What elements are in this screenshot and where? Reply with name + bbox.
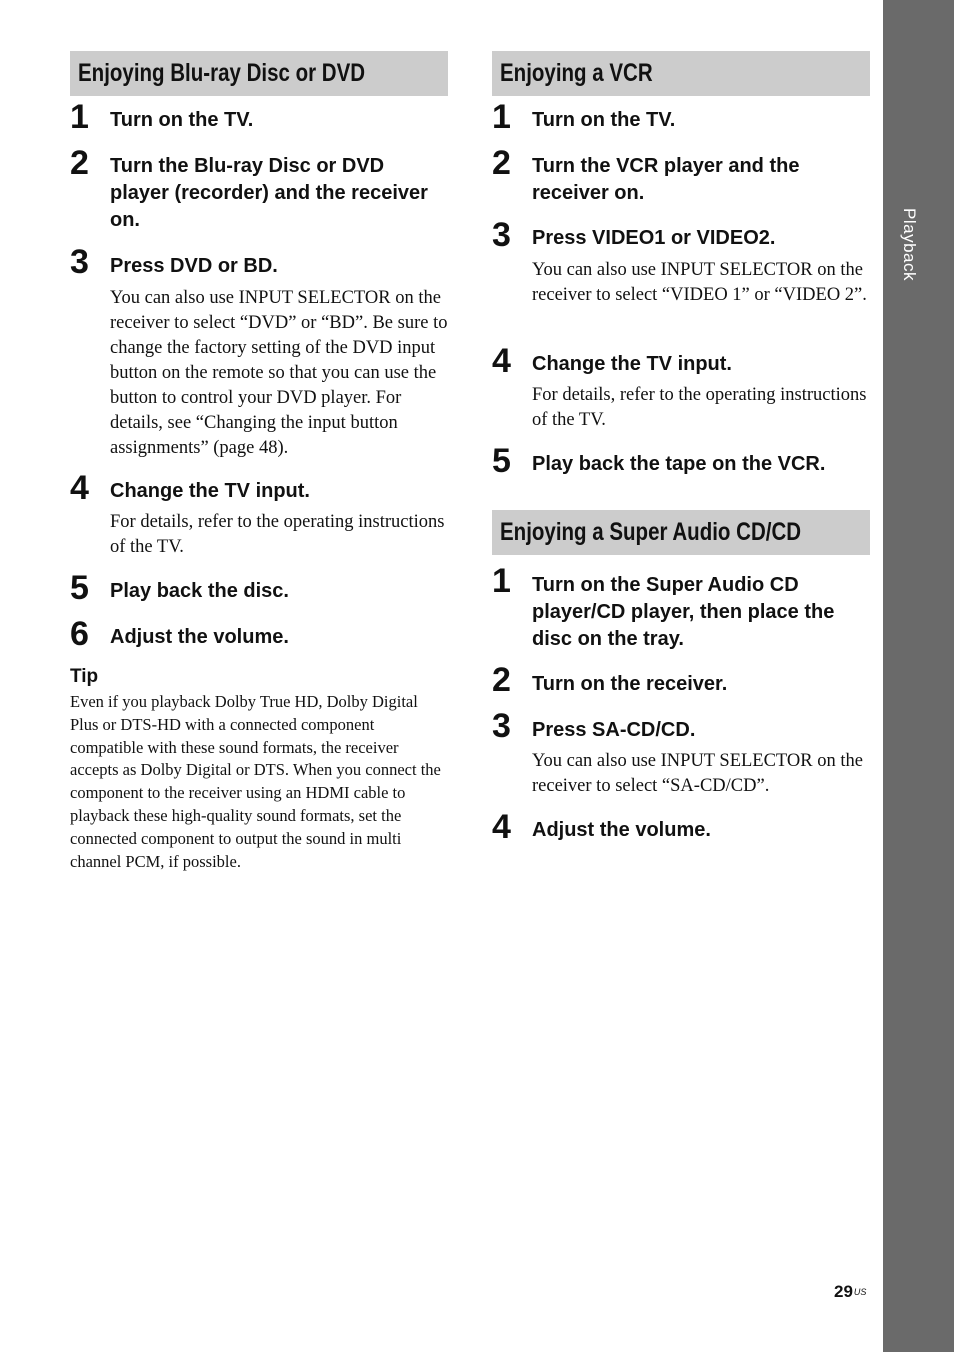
step-body: For details, refer to the operating instructions of the TV. [110, 512, 445, 557]
section-heading-bluray-dvd: Enjoying Blu-ray Disc or DVD [70, 51, 448, 96]
step-title: Turn on the receiver. [532, 673, 728, 695]
step-number: 1 [70, 98, 89, 136]
step-number: 6 [70, 615, 89, 653]
step-title: Turn on the TV. [110, 109, 254, 131]
side-tab [883, 0, 954, 1352]
step-title: Play back the tape on the VCR. [532, 453, 826, 475]
section-heading-super-audio-cd: Enjoying a Super Audio CD/CD [492, 510, 870, 555]
step-number: 4 [492, 808, 511, 846]
step-title: Press DVD or BD. [110, 255, 278, 277]
step-number: 3 [70, 243, 89, 281]
step-title: Press VIDEO1 or VIDEO2. [532, 227, 776, 249]
page-number [834, 1282, 866, 1302]
section-heading-vcr: Enjoying a VCR [492, 51, 870, 96]
step-title: Adjust the volume. [532, 819, 711, 841]
step-number: 4 [492, 342, 511, 380]
step-title: Turn on the Super Audio CD player/CD player, then place the disc on the tray. [532, 574, 835, 650]
step-body: For details, refer to the operating instructions of the TV. [532, 385, 867, 430]
tip-body: Even if you playback Dolby True HD, Dolby Digital Plus or DTS-HD with a connected component compatible with these sound formats, the receiver accepts as Dolby Digital or DTS. When you connect the component to the receiver using an HDMI cable to playback these high-quality sound formats, set the connected component to output the sound in multi channel PCM, if possible. [70, 692, 441, 871]
step-body: You can also use INPUT SELECTOR on the receiver to select “SA-CD/CD”. [532, 751, 863, 796]
step-title: Play back the disc. [110, 580, 289, 602]
step-number: 2 [70, 144, 89, 182]
side-tab-label: Playback [900, 208, 919, 281]
step-number: 1 [492, 98, 511, 136]
step-number: 2 [492, 661, 511, 699]
step-title: Adjust the volume. [110, 626, 289, 648]
step-number: 5 [70, 569, 89, 607]
step-title: Turn the VCR player and the receiver on. [532, 155, 800, 204]
step-title: Change the TV input. [110, 480, 310, 502]
page-number-value: 29 [834, 1282, 853, 1301]
step-body: You can also use INPUT SELECTOR on the receiver to select “VIDEO 1” or “VIDEO 2”. [532, 260, 867, 305]
step-number: 1 [492, 562, 511, 600]
step-number: 3 [492, 216, 511, 254]
step-title: Turn on the TV. [532, 109, 676, 131]
step-title: Turn the Blu-ray Disc or DVD player (recorder) and the receiver on. [110, 155, 428, 231]
step-title: Change the TV input. [532, 353, 732, 375]
step-number: 5 [492, 442, 511, 480]
step-body: You can also use INPUT SELECTOR on the receiver to select “DVD” or “BD”. Be sure to change the factory setting of the DVD input button on the remote so that you can use the button to control your DVD player. For details, see “Changing the input button assignments” (page 48). [110, 288, 448, 458]
page-number-suffix: US [853, 1287, 867, 1297]
step-number: 3 [492, 707, 511, 745]
step-number: 4 [70, 469, 89, 507]
step-number: 2 [492, 144, 511, 182]
step-title: Press SA-CD/CD. [532, 719, 696, 741]
tip-label: Tip [70, 666, 99, 687]
